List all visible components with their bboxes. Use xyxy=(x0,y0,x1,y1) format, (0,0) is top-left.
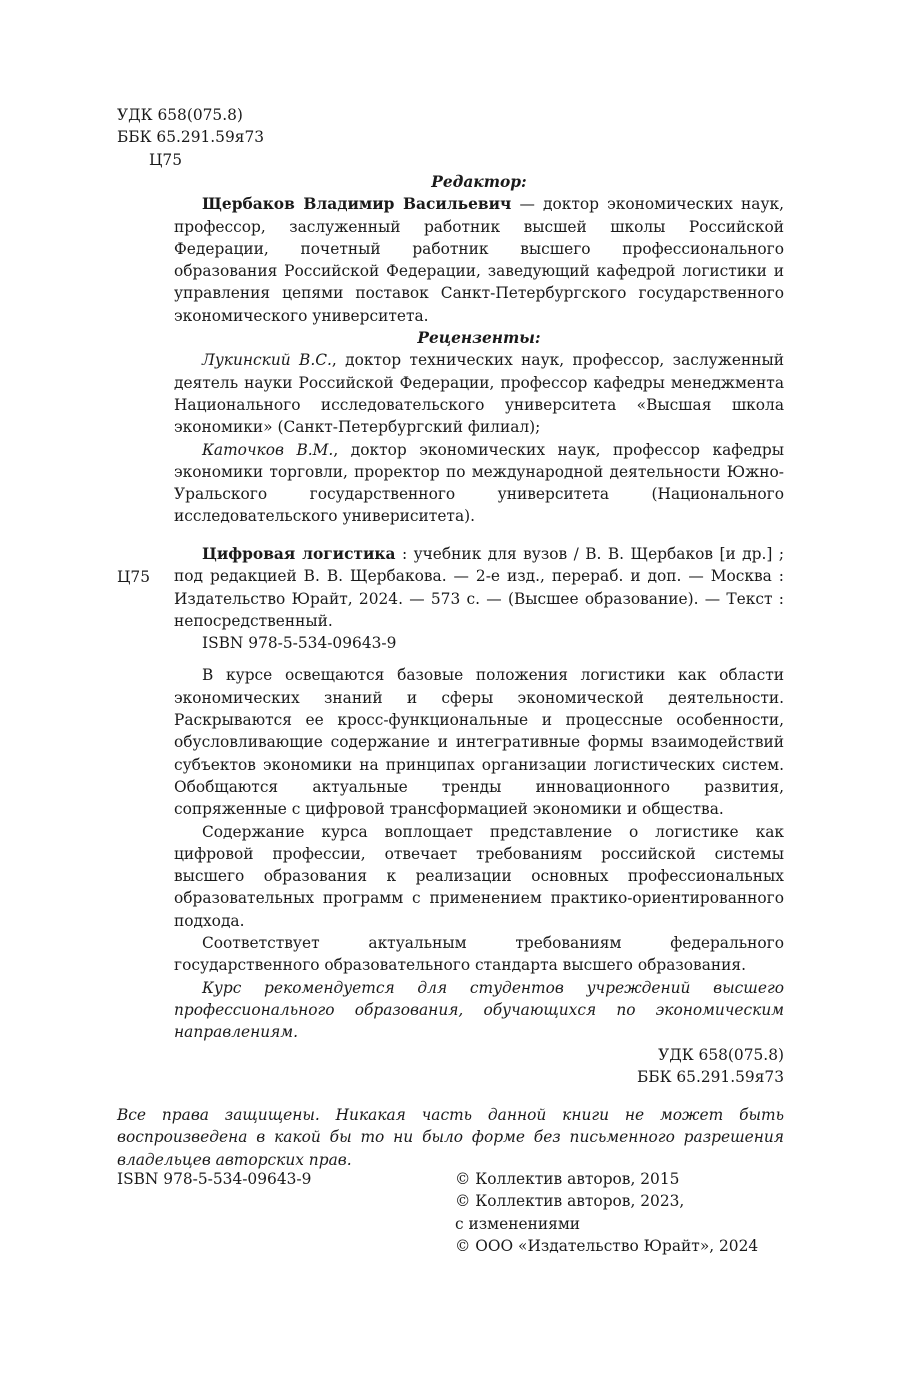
udk-code: УДК 658(075.8) xyxy=(117,106,243,124)
abstract-paragraph: Соответствует актуальным требованиям федерального государственного образовательного стандарта высшего образования. xyxy=(174,934,784,975)
reviewer-paragraph xyxy=(174,439,784,528)
credits-block xyxy=(174,171,784,528)
reviewer-name: Лукинский В.С. xyxy=(202,351,332,370)
rights-notice: Все права защищены. Никакая часть данной книги не может быть воспроизведена в какой бы то ни было форме без письменного разрешения владельцев авторских прав. xyxy=(117,1106,784,1169)
copyright-line: © Коллектив авторов, 2015 xyxy=(455,1170,680,1188)
udk-code-bottom: УДК 658(075.8) xyxy=(658,1045,784,1064)
bib-isbn: ISBN 978-5-534-09643-9 xyxy=(202,634,397,653)
copyright-line: © Коллектив авторов, 2023, xyxy=(455,1192,685,1211)
abstract-paragraph: В курсе освещаются базовые положения логистики как области экономических знаний и сферы экономической деятельности. Раскрываются ее кросс-функциональные и процессные особенности, обусловливающие содержание и интегративные формы взаимодействий субъектов экономики на принципах организации логистических систем. Обобщаются актуальные тренды инновационного развития, сопряженные с цифровой трансформацией экономики и общества. xyxy=(174,666,784,819)
abstract-paragraph: Содержание курса воплощает представление о логистике как цифровой профессии, отвечает требованиям российской системы высшего образования к реализации основных профессиональных образовательных программ с применением практико-ориентированного подхода. xyxy=(174,822,784,930)
classification-codes xyxy=(117,104,264,171)
editor-name: Щербаков Владимир Васильевич xyxy=(202,195,512,214)
reviewers-heading: Рецензенты: xyxy=(417,329,541,348)
reviewer-paragraph xyxy=(174,349,784,438)
reviewer-text: , доктор технических наук, профессор, заслуженный деятель науки Российской Федерации, профессор кафедры менеджмента Национального исследовательского университета «Высшая школа экономики» (Санкт-Петербургский филиал); xyxy=(174,351,784,437)
editor-heading: Редактор: xyxy=(431,173,527,191)
bbk-code-bottom: ББК 65.291.59я73 xyxy=(636,1067,784,1086)
bib-text: : учебник для вузов / В. В. Щербаков [и др.] ; под редакцией В. В. Щербакова. — 2-е изд., перераб. и доп. — Москва : Издательство Юрайт, 2024. — 573 с. — (Высшее образование). — Текст : непосредственный. xyxy=(174,545,784,630)
bibliographic-record xyxy=(117,543,784,1088)
author-sign: Ц75 xyxy=(149,150,183,169)
book-title: Цифровая логистика xyxy=(202,545,396,563)
bbk-code: ББК 65.291.59я73 xyxy=(117,128,265,147)
editor-paragraph xyxy=(174,193,784,327)
reviewer-name: Каточков В.М. xyxy=(202,440,334,459)
copyright-line: с изменениями xyxy=(455,1214,581,1233)
copyright-line: © ООО «Издательство Юрайт», 2024 xyxy=(455,1236,759,1255)
bib-description xyxy=(174,543,784,632)
author-sign-margin: Ц75 xyxy=(117,568,151,586)
copyright-block xyxy=(455,1168,758,1257)
reviewer-text: , доктор экономических наук, профессор кафедры экономики торговли, проректор по международной деятельности Южно-Уральского государственного университета (Национального исследовательского универиситета). xyxy=(174,440,784,526)
isbn-footer: ISBN 978-5-534-09643-9 xyxy=(117,1170,312,1188)
editor-text: — доктор экономических наук, профессор, заслуженный работник высшей школы Российской Федерации, почетный работник высшего профессионального образования Российской Федерации, заведующий кафедрой логистики и управления цепями поставок Санкт-Петербургского государственного экономического университета. xyxy=(174,195,785,325)
recommendation: Курс рекомендуется для студентов учреждений высшего профессионального образования, обучающихся по экономическим направлениям. xyxy=(174,978,784,1042)
